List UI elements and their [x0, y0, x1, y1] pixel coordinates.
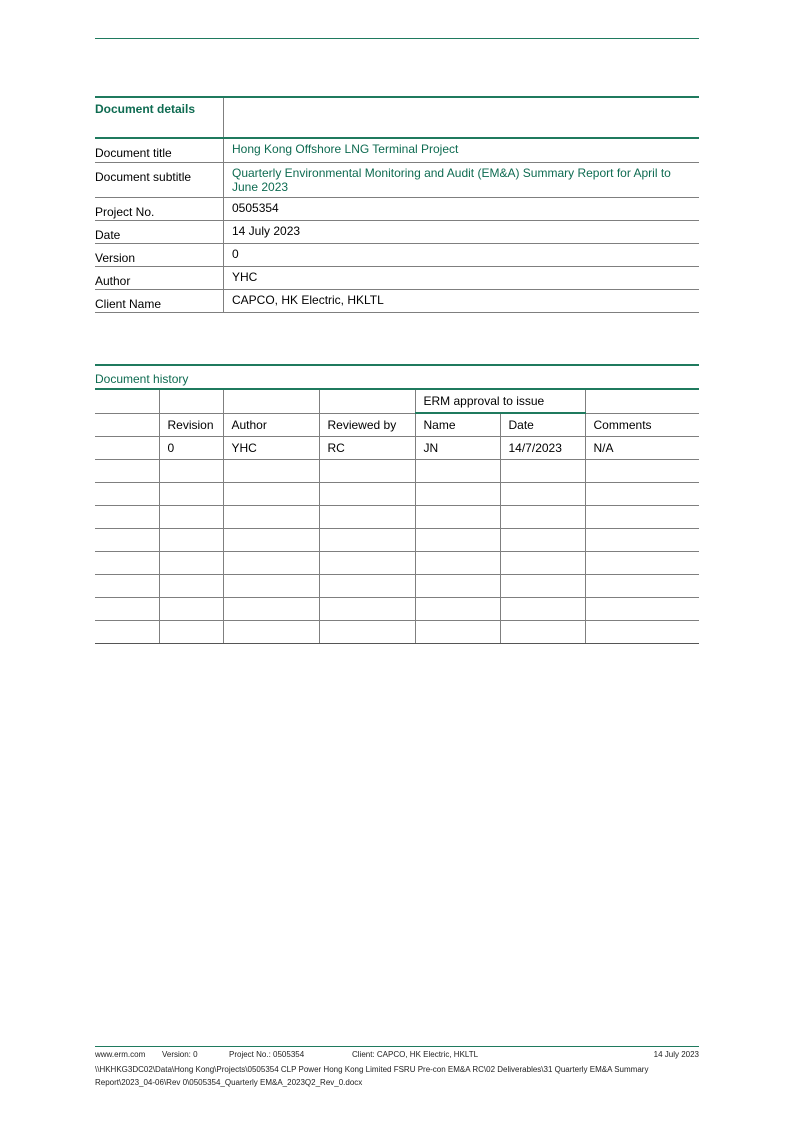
table-row	[95, 483, 699, 506]
history-group-header-row	[95, 390, 699, 413]
version-value: 0	[224, 243, 700, 266]
version-label: Version	[95, 243, 224, 266]
table-row	[95, 506, 699, 529]
approver-name-cell: JN	[415, 437, 500, 460]
document-history-table	[95, 390, 699, 644]
footer-rule	[95, 1046, 699, 1047]
footer-project: Project No.: 0505354	[229, 1050, 305, 1059]
footer-version: Version: 0	[162, 1050, 198, 1059]
table-row	[95, 437, 699, 460]
document-title-value: Hong Kong Offshore LNG Terminal Project	[224, 138, 700, 162]
column-header-name: Name	[415, 413, 500, 437]
author-cell: YHC	[223, 437, 319, 460]
author-value: YHC	[224, 266, 700, 289]
revision-cell: 0	[159, 437, 223, 460]
project-no-label: Project No.	[95, 197, 224, 220]
header-rule	[95, 38, 699, 39]
document-history-section	[95, 364, 699, 644]
column-header-author: Author	[223, 413, 319, 437]
table-row	[95, 552, 699, 575]
project-no-value: 0505354	[224, 197, 700, 220]
table-row	[95, 460, 699, 483]
erm-approval-header: ERM approval to issue	[415, 390, 585, 413]
column-header-comments: Comments	[585, 413, 699, 437]
table-row	[95, 575, 699, 598]
document-title-label: Document title	[95, 138, 224, 162]
reviewed-by-cell: RC	[319, 437, 415, 460]
comments-cell: N/A	[585, 437, 699, 460]
table-row	[95, 529, 699, 552]
table-row	[95, 598, 699, 621]
table-row	[95, 621, 699, 644]
footer-date: 14 July 2023	[653, 1050, 699, 1059]
column-header-reviewed-by: Reviewed by	[319, 413, 415, 437]
document-details-table	[95, 96, 699, 313]
date-label: Date	[95, 220, 224, 243]
column-header-revision: Revision	[159, 413, 223, 437]
column-header-date: Date	[500, 413, 585, 437]
approval-date-cell: 14/7/2023	[500, 437, 585, 460]
date-value: 14 July 2023	[224, 220, 700, 243]
footer-file-path: \\HKHKG3DC02\Data\Hong Kong\Projects\0505354 CLP Power Hong Kong Limited FSRU Pre-con EM&A RC\02 Deliverables\31 Quarterly EM&A Summary Report\2023_04-06\Rev 0\0505354_Quarterly EM&A_2023Q2_Rev_0.docx	[95, 1065, 649, 1087]
document-subtitle-label: Document subtitle	[95, 162, 224, 197]
footer-site: www.erm.com	[95, 1050, 146, 1059]
client-name-value: CAPCO, HK Electric, HKLTL	[224, 289, 700, 312]
footer-client: Client: CAPCO, HK Electric, HKLTL	[352, 1050, 479, 1059]
document-details-heading: Document details	[95, 97, 224, 138]
history-column-header-row	[95, 413, 699, 437]
document-history-heading: Document history	[95, 364, 699, 390]
author-label: Author	[95, 266, 224, 289]
client-name-label: Client Name	[95, 289, 224, 312]
document-subtitle-value: Quarterly Environmental Monitoring and Audit (EM&A) Summary Report for April to June 2023	[224, 162, 700, 197]
